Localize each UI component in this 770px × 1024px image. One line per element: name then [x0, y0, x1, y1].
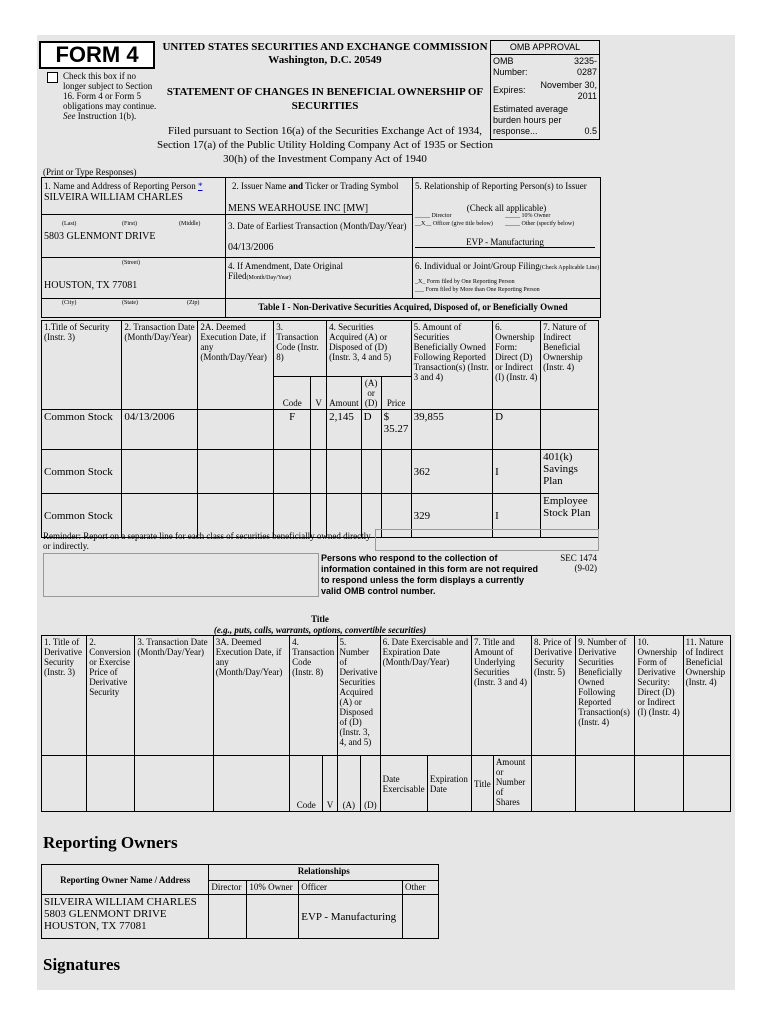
- issuer-label-b: Ticker or Trading Symbol: [305, 181, 399, 191]
- t2-h-number: 5. Number of Derivative Securities Acquired (A) or Disposed of (D) (Instr. 3, 4, and 5): [337, 636, 380, 756]
- checkbox-see: See: [63, 111, 76, 121]
- t1-h-securities: 4. Securities Acquired (A) or Disposed of (D) (Instr. 3, 4 and 5): [327, 321, 411, 377]
- issuer-name: MENS WEARHOUSE INC [MW]: [228, 203, 369, 214]
- relationship-label: 5. Relationship of Reporting Person(s) to Issuer: [415, 181, 587, 191]
- t1-form: I: [493, 450, 541, 494]
- t1-h-date: 2. Transaction Date (Month/Day/Year): [122, 321, 198, 410]
- t2-h-form: 10. Ownership Form of Derivative Security: Direct (D) or Indirect (I) (Instr. 4): [635, 636, 683, 756]
- omb-number: 3235-0287: [573, 56, 597, 77]
- t2-h-a: (A): [337, 756, 361, 812]
- reporting-owners-heading: Reporting Owners: [43, 833, 178, 852]
- owners-col-ten: 10% Owner: [247, 881, 299, 895]
- reporting-block: [41, 177, 601, 299]
- table1-title: Table I - Non-Derivative Securities Acquired, Disposed of, or Beneficially Owned: [258, 302, 568, 312]
- omb-approval-box: [490, 40, 600, 140]
- t2-h-underlying: 7. Title and Amount of Underlying Securities (Instr. 3 and 4): [472, 636, 532, 756]
- t1-code: F: [274, 410, 311, 450]
- table2-subtitle: (e.g., puts, calls, warrants, options, convertible securities): [213, 625, 427, 635]
- t1-deemed: [198, 450, 274, 494]
- owners-relationships: Relationships: [209, 865, 439, 881]
- table-row: [42, 895, 439, 939]
- reporting-city-state: HOUSTON, TX 77081: [44, 280, 138, 291]
- t1-h-amount: Amount: [327, 377, 362, 410]
- reminder: Reminder: Report on a separate line for each class of securities beneficially owned directly or indirectly.: [43, 531, 371, 551]
- zip-label: (Zip): [187, 300, 200, 306]
- reminder-blank-box: [375, 529, 599, 551]
- name-footnote-link[interactable]: *: [197, 181, 203, 191]
- t1-owned: 39,855: [411, 410, 493, 450]
- sec-date: (9-02): [574, 563, 597, 573]
- checkbox-instr: Instruction 1(b).: [77, 111, 137, 121]
- t1-form: D: [493, 410, 541, 450]
- t1-h-code: 3. Transaction Code (Instr. 8): [274, 321, 327, 377]
- t1-h-nature: 7. Nature of Indirect Beneficial Ownership (Instr. 4): [541, 321, 599, 410]
- amend-label: 4. If Amendment, Date Original Filed: [228, 261, 343, 281]
- t2-h-price: 8. Price of Derivative Security (Instr. 5): [531, 636, 575, 756]
- t2-h-date: 3. Transaction Date (Month/Day/Year): [135, 636, 213, 756]
- no-longer-subject-block: [47, 71, 159, 121]
- form-page: [37, 35, 735, 990]
- commission-name: UNITED STATES SECURITIES AND EXCHANGE COMMISSION: [162, 41, 488, 53]
- commission-city: Washington, D.C. 20549: [268, 54, 382, 66]
- rel-officer[interactable]: __X__ Officer (give title below): [415, 221, 493, 227]
- notice-blank-box: [43, 553, 319, 597]
- checkbox-text: Check this box if no longer subject to Section 16. Form 4 or Form 5 obligations may continue.: [63, 71, 157, 111]
- t1-amount: [327, 450, 362, 494]
- t2-h-nature: 11. Nature of Indirect Beneficial Ownership (Instr. 4): [683, 636, 730, 756]
- reporting-owners-table: [41, 864, 439, 939]
- t1-nature: Employee Stock Plan: [541, 494, 599, 538]
- last-label: (Last): [62, 221, 77, 227]
- t1-nature: [541, 410, 599, 450]
- t1-ad: [361, 450, 381, 494]
- t1-price: [381, 450, 411, 494]
- name-label: 1. Name and Address of Reporting Person: [44, 181, 196, 191]
- form-title: FORM 4: [55, 42, 139, 67]
- t2-h-owned: 9. Number of Derivative Securities Beneficially Owned Following Reported Transaction(s) (Instr. 4): [576, 636, 635, 756]
- issuer-label-a: 2. Issuer Name: [232, 181, 287, 191]
- statement-title: STATEMENT OF CHANGES IN BENEFICIAL OWNERSHIP OF SECURITIES: [166, 86, 484, 112]
- filed-pursuant: Filed pursuant to Section 16(a) of the Securities Exchange Act of 1934, Section 17(a) of the Public Utility Holding Company Act of 1935 or Section 30(h) of the Investment Company Act of 1940: [156, 125, 494, 165]
- t1-form: I: [493, 494, 541, 538]
- signatures-heading: Signatures: [43, 955, 121, 974]
- t1-v: [311, 410, 327, 450]
- t1-price: $ 35.27: [381, 410, 411, 450]
- t1-deemed: [198, 410, 274, 450]
- t1-date: 04/13/2006: [122, 410, 198, 450]
- omb-title: OMB APPROVAL: [491, 41, 599, 55]
- rel-officer-title: EVP - Manufacturing: [415, 237, 595, 248]
- first-label: (First): [122, 221, 137, 227]
- city-state-zip-row: [41, 297, 601, 318]
- t2-h-title: 1. Title of Derivative Security (Instr. 3): [42, 636, 87, 756]
- t1-h-deemed: 2A. Deemed Execution Date, if any (Month/Day/Year): [198, 321, 274, 410]
- t2-h-exercisable: 6. Date Exercisable and Expiration Date (Month/Day/Year): [380, 636, 471, 756]
- t2-h-d: (D): [361, 756, 381, 812]
- state-label: (State): [122, 300, 138, 306]
- t2-h-conversion: 2. Conversion or Exercise Price of Derivative Security: [87, 636, 135, 756]
- table-row: [42, 410, 599, 450]
- reporting-person-name: SILVEIRA WILLIAM CHARLES: [44, 192, 183, 203]
- t1-h-aord: (A) or (D): [361, 377, 381, 410]
- joint-more-persons[interactable]: ___ Form filed by More than One Reporting Person: [415, 287, 540, 293]
- t2-h-deemed: 3A. Deemed Execution Date, if any (Month/Day/Year): [213, 636, 289, 756]
- t2-h-amount-shares: Amount or Number of Shares: [493, 756, 531, 812]
- joint-one-person[interactable]: _X_ Form filed by One Reporting Person: [415, 279, 515, 285]
- table2-title: Title: [311, 614, 329, 624]
- t1-h-v: V: [311, 377, 327, 410]
- table-row: [42, 450, 599, 494]
- t1-h-title: 1.Title of Security (Instr. 3): [42, 321, 122, 410]
- t2-h-date-exercisable: Date Exercisable: [380, 756, 427, 812]
- owners-col-name: Reporting Owner Name / Address: [42, 865, 209, 895]
- expires-value: November 30, 2011: [540, 80, 597, 101]
- owner-officer: EVP - Manufacturing: [299, 895, 403, 939]
- street-label: (Street): [122, 260, 140, 266]
- t1-title: Common Stock: [42, 450, 122, 494]
- t1-h-code-sub: Code: [274, 377, 311, 410]
- t1-title: Common Stock: [42, 494, 122, 538]
- amend-sub: (Month/Day/Year): [246, 275, 291, 281]
- joint-label: 6. Individual or Joint/Group Filing: [415, 261, 540, 271]
- t1-nature: 401(k) Savings Plan: [541, 450, 599, 494]
- t2-h-title-sub: Title: [472, 756, 494, 812]
- issuer-label-and: and: [288, 181, 303, 191]
- relationship-section: [413, 178, 600, 298]
- earliest-date-label: 3. Date of Earliest Transaction (Month/Day/Year): [228, 221, 407, 231]
- t1-code: [274, 450, 311, 494]
- print-note: (Print or Type Responses): [43, 167, 137, 177]
- owner-addr2: HOUSTON, TX 77081: [44, 920, 147, 932]
- sec-code: SEC 1474: [560, 553, 597, 563]
- rel-director[interactable]: _____ Director: [415, 213, 452, 219]
- t1-owned: 329: [411, 494, 493, 538]
- t1-owned: 362: [411, 450, 493, 494]
- form-heading: [155, 41, 495, 166]
- owners-col-director: Director: [209, 881, 247, 895]
- middle-label: (Middle): [179, 221, 201, 227]
- owner-name-address: [42, 895, 209, 939]
- t1-ad: D: [361, 410, 381, 450]
- table2: [41, 635, 731, 812]
- t2-h-expiration: Expiration Date: [427, 756, 471, 812]
- burden-value: 0.5: [584, 126, 597, 136]
- t1-h-price: Price: [381, 377, 411, 410]
- t2-h-code-sub: Code: [290, 756, 323, 812]
- rel-other[interactable]: _____ Other (specify below): [505, 221, 575, 227]
- city-label: (City): [62, 300, 77, 306]
- owners-col-other: Other: [403, 881, 439, 895]
- t1-date: [122, 450, 198, 494]
- t1-v: [311, 450, 327, 494]
- t1-h-form: 6. Ownership Form: Direct (D) or Indirect (I) (Instr. 4): [493, 321, 541, 410]
- owner-name: SILVEIRA WILLIAM CHARLES: [44, 896, 197, 908]
- burden-label: Estimated average burden hours per response...: [493, 104, 569, 136]
- form-title-box: [39, 41, 155, 69]
- t1-amount: 2,145: [327, 410, 362, 450]
- earliest-date: 04/13/2006: [228, 242, 274, 253]
- reporting-address: 5803 GLENMONT DRIVE: [44, 231, 156, 242]
- joint-check: (Check Applicable Line): [539, 265, 600, 271]
- no-longer-subject-checkbox[interactable]: [47, 72, 58, 83]
- owner-addr1: 5803 GLENMONT DRIVE: [44, 908, 167, 920]
- issuer-section: [226, 178, 413, 298]
- table1: [41, 320, 599, 538]
- owners-col-officer: Officer: [299, 881, 403, 895]
- rel-ten-percent[interactable]: _____ 10% Owner: [505, 213, 551, 219]
- t1-title: Common Stock: [42, 410, 122, 450]
- relationship-check-all: (Check all applicable): [466, 203, 547, 213]
- omb-number-label: OMB Number:: [493, 56, 528, 77]
- reporting-person-section: [42, 178, 226, 298]
- t1-h-owned: 5. Amount of Securities Beneficially Owned Following Reported Transaction(s) (Instr. 3 and 4): [411, 321, 493, 410]
- persons-notice: Persons who respond to the collection of information contained in this form are not required to respond unless the form displays a currently valid OMB control number.: [321, 553, 539, 596]
- t2-h-v: V: [323, 756, 337, 812]
- t2-h-code: 4. Transaction Code (Instr. 8): [290, 636, 337, 756]
- expires-label: Expires:: [493, 85, 526, 95]
